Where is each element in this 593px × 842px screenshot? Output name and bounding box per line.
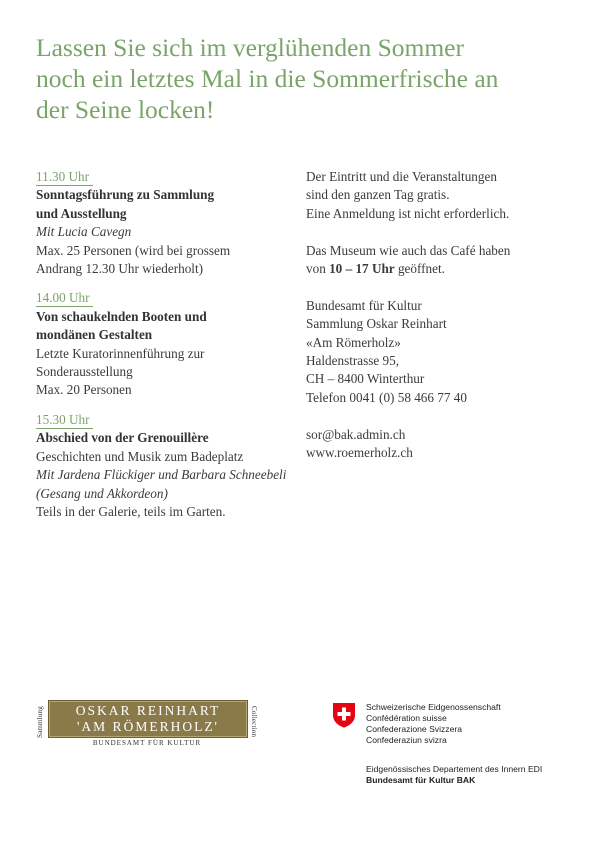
hours-line: Das Museum wie auch das Café haben [306,242,511,258]
confederation-name: Schweizerische Eidgenossenschaft [366,702,501,712]
oskar-reinhart-logo [36,700,258,750]
event-time: 15.30 Uhr [36,411,93,429]
event-time: 11.30 Uhr [36,168,93,186]
event-line: Max. 20 Personen [36,382,132,398]
email-link[interactable]: sor@bak.admin.ch [306,426,406,442]
event-line: Teils in der Galerie, teils im Garten. [36,503,226,519]
admission-line: Der Eintritt und die Veranstaltungen [306,169,497,184]
hours-suffix: geöffnet. [394,261,445,277]
event-line: Sonderausstellung [36,364,133,380]
event-line: Geschichten und Musik zum Badeplatz [36,448,244,464]
logo-side-right: Collection [250,706,258,738]
event-line: (Gesang und Akkordeon) [36,485,168,501]
logo-subtitle: BUNDESAMT FÜR KULTUR [92,739,202,747]
confederation-names [366,702,580,746]
event-title: mondänen Gestalten [36,327,153,343]
headline-line: der Seine locken! [36,95,215,124]
event-title: Von schaukelnden Booten und [36,308,207,324]
confederation-name: Confédération suisse [366,713,447,723]
headline-line: Lassen Sie sich im verglühenden Sommer [36,33,464,62]
hours-value: 10 – 17 Uhr [329,261,395,277]
address-line: Sammlung Oskar Reinhart [306,316,447,332]
swiss-shield-icon [332,702,356,728]
event-title: Sonntagsführung zu Sammlung [36,187,215,203]
confederation-name: Confederazione Svizzera [366,724,463,734]
logo-side-left: Sammlung [36,706,44,738]
event-title: Abschied von der Grenouillère [36,430,209,446]
headline [36,32,576,125]
event-title: und Ausstellung [36,205,127,221]
address-line: CH – 8400 Winterthur [306,371,425,387]
event-line: Letzte Kuratorinnenführung zur [36,345,205,361]
event-line: Mit Lucia Cavegn [36,224,132,240]
event-line: Mit Jardena Flückiger und Barbara Schneebeli [36,467,287,483]
address-line: Haldenstrasse 95, [306,353,400,369]
info-column [306,168,576,462]
address-line: Bundesamt für Kultur [306,297,422,313]
event-line: Andrang 12.30 Uhr wiederholt) [36,261,204,277]
address-line: «Am Römerholz» [306,334,401,350]
admission-line: Eine Anmeldung ist nicht erforderlich. [306,205,510,221]
hours-line [306,260,576,278]
event-1 [36,168,298,278]
event-time: 14.00 Uhr [36,289,93,307]
hours-prefix: von [306,261,330,277]
headline-line: noch ein letztes Mal in die Sommerfrische an [36,64,499,93]
office-name: Bundesamt für Kultur BAK [366,775,476,785]
event-line: Max. 25 Personen (wird bei grossem [36,242,231,258]
event-2 [36,289,298,399]
department-block [366,764,580,786]
program-column [36,168,298,532]
phone-line: Telefon 0041 (0) 58 466 77 40 [306,389,467,405]
logo-line1: OSKAR REINHART [75,703,221,718]
logo-line2: 'AM RÖMERHOLZ' [77,719,219,734]
event-3 [36,411,298,521]
logo-plate [48,700,248,738]
admission-line: sind den ganzen Tag gratis. [306,187,450,203]
confederation-name: Confederaziun svizra [366,735,447,745]
website-link[interactable]: www.roemerholz.ch [306,445,413,461]
department-name: Eidgenössisches Departement des Innern EDI [366,764,543,774]
